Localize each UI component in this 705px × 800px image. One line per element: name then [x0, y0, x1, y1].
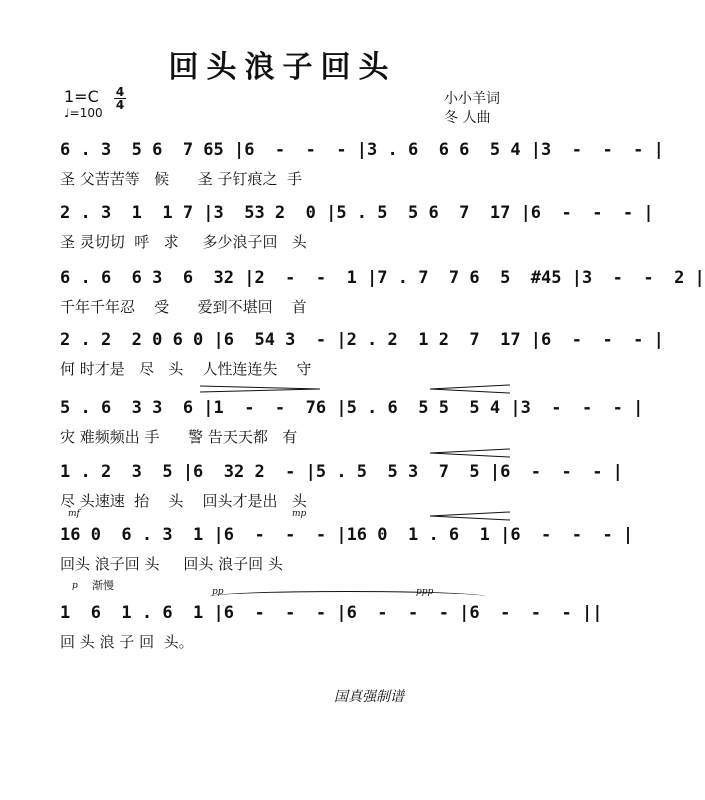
lyrics-line: 圣 灵切切 呼 求 多少浪子回 头 [60, 233, 307, 251]
lyricist-credit: 小小羊词 [444, 91, 500, 107]
notation-line: 1 . 2 3 5 |6 32 2 - |5 . 5 5 3 7 5 |6 - - - | [60, 462, 623, 482]
notation-line: 2 . 2 2 0 6 0 |6 54 3 - |2 . 2 1 2 7 17 |6 - - - | [60, 330, 664, 350]
lyrics-line: 回 头 浪 子 回 头。 [60, 633, 194, 651]
time-signature-top: 4 [115, 85, 125, 99]
ritardando-marking: 渐慢 [92, 579, 114, 592]
lyrics-line: 尽 头速速 抬 头 回头才是出 头 [60, 492, 307, 510]
dynamic-mf: mf [68, 509, 80, 519]
time-signature [114, 87, 126, 110]
transcriber-credit: 国真强制谱 [334, 689, 404, 705]
credits [444, 90, 500, 128]
lyrics-line: 灾 难频频出 手 警 告天天都 有 [60, 428, 298, 446]
dynamic-pp: pp [212, 587, 224, 597]
lyrics-line: 回头 浪子回 头 回头 浪子回 头 [60, 555, 283, 573]
notation-line: 5 . 6 3 3 6 |1 - - 76 |5 . 6 5 5 5 4 |3 - - - | [60, 398, 644, 418]
notation-line: 6 . 6 6 3 6 32 |2 - - 1 |7 . 7 7 6 5 #45 |3 - - 2 | [60, 268, 705, 288]
long-tie [210, 591, 485, 602]
lyrics-line: 圣 父苦苦等 候 圣 子钉痕之 手 [60, 170, 302, 188]
lyrics-line: 千年千年忍 受 爱到不堪回 首 [60, 298, 307, 316]
tempo-marking: ♩=100 [64, 106, 103, 120]
song-title: 回头浪子回头 [168, 50, 397, 85]
dynamic-mp: mp [292, 509, 307, 519]
time-signature-bottom: 4 [115, 98, 125, 112]
notation-line: 1 6 1 . 6 1 |6 - - - |6 - - - |6 - - - || [60, 603, 603, 623]
notation-line: 2 . 3 1 1 7 |3 53 2 0 |5 . 5 5 6 7 17 |6 - - - | [60, 203, 654, 223]
key-signature: 1=C [64, 87, 99, 106]
notation-line: 6 . 3 5 6 7 65 |6 - - - |3 . 6 6 6 5 4 |3 - - - | [60, 140, 664, 160]
composer-credit: 冬 人曲 [444, 110, 491, 126]
dynamic-p: p [72, 581, 78, 591]
dynamic-ppp: ppp [416, 587, 434, 597]
lyrics-line: 何 时才是 尽 头 人性连连失 守 [60, 360, 312, 378]
notation-line: 16 0 6 . 3 1 |6 - - - |16 0 1 . 6 1 |6 - - - | [60, 525, 634, 545]
